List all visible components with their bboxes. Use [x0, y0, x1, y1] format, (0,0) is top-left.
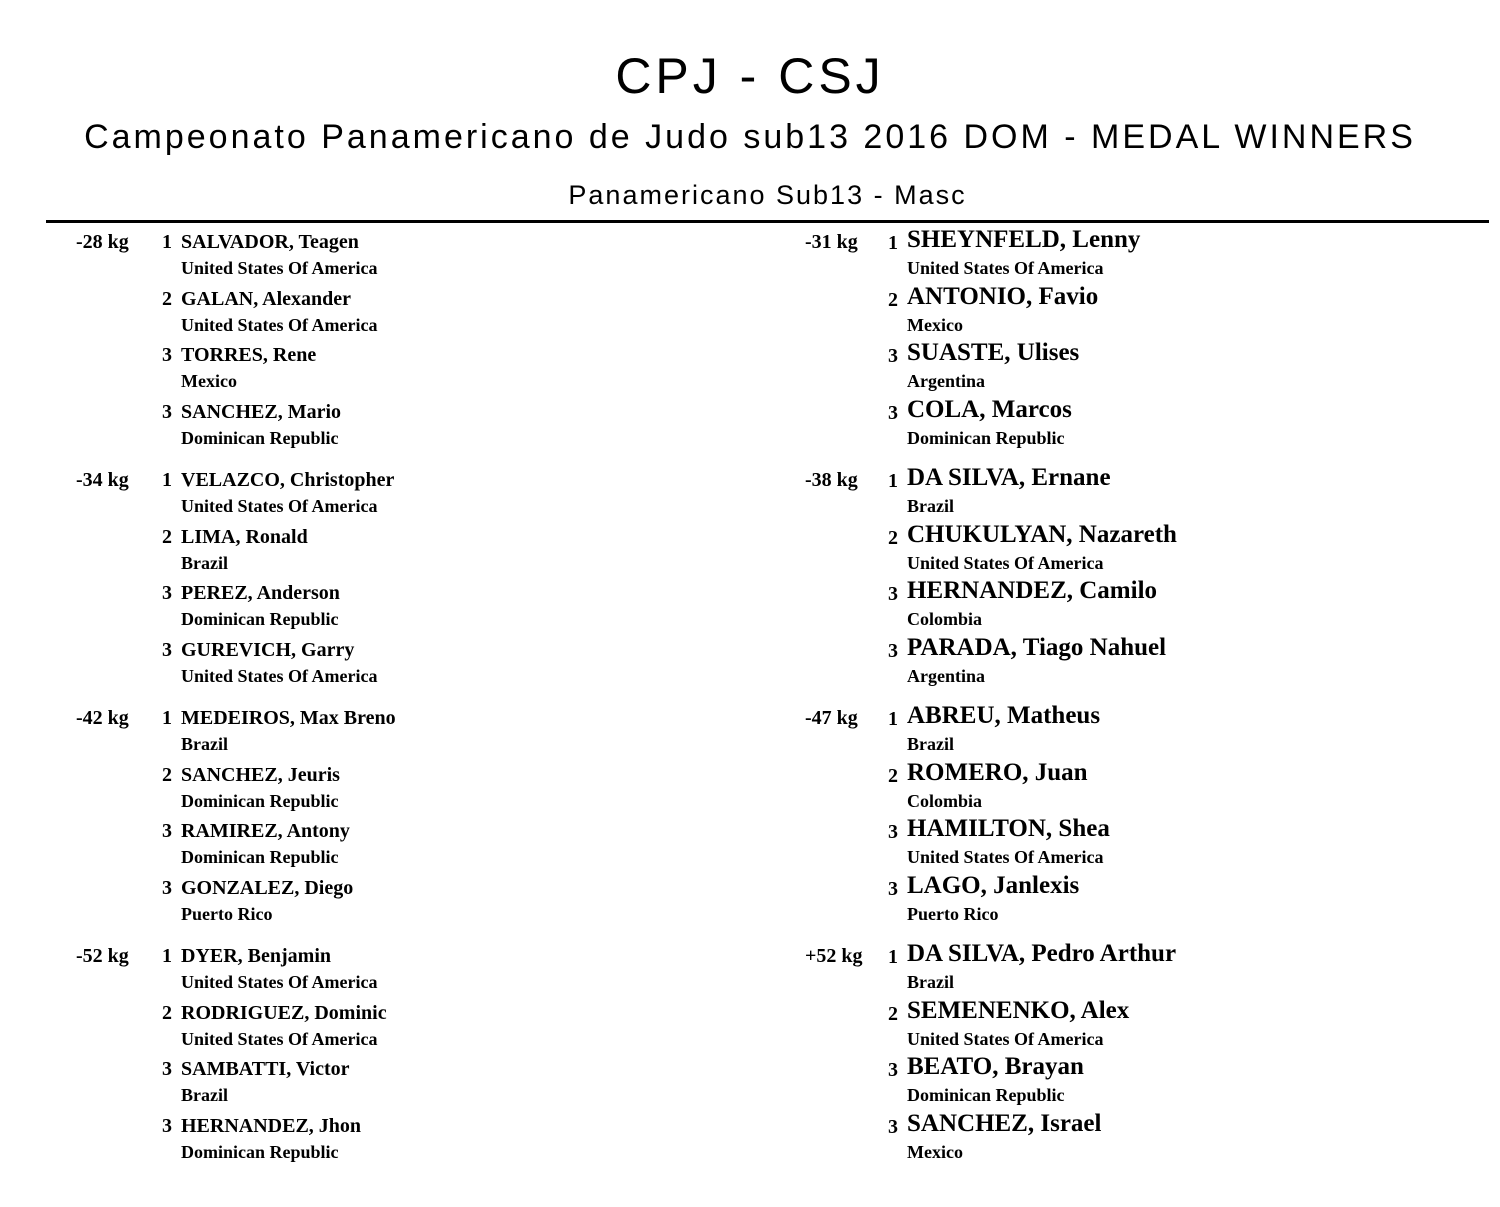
athlete-country: Brazil — [181, 1085, 228, 1105]
athlete-name: HERNANDEZ, Camilo — [907, 577, 1158, 604]
weight-category — [760, 228, 1500, 466]
athlete-name: DYER, Benjamin — [181, 945, 332, 967]
athlete-country: United States Of America — [181, 315, 378, 335]
athlete-name: PARADA, Tiago Nahuel — [907, 634, 1167, 661]
athlete-country: Dominican Republic — [181, 1142, 339, 1162]
athlete-country: Puerto Rico — [907, 904, 999, 924]
place-number: 3 — [162, 639, 172, 661]
athlete-country: Dominican Republic — [907, 428, 1065, 448]
place-number: 2 — [888, 1003, 898, 1025]
athlete-country: Brazil — [181, 734, 228, 754]
athlete-country: Brazil — [181, 553, 228, 573]
weight-category-label: -52 kg — [76, 945, 129, 967]
athlete-country: United States Of America — [181, 972, 378, 992]
athlete-country: Dominican Republic — [907, 1085, 1065, 1105]
athlete-name: SANCHEZ, Israel — [907, 1110, 1102, 1137]
athlete-name: TORRES, Rene — [181, 344, 317, 366]
athlete-country: United States Of America — [907, 1029, 1104, 1049]
athlete-country: United States Of America — [181, 496, 378, 516]
athlete-country: Dominican Republic — [181, 609, 339, 629]
athlete-name: ANTONIO, Favio — [907, 283, 1099, 310]
athlete-country: United States Of America — [907, 553, 1104, 573]
place-number: 1 — [162, 945, 172, 967]
athlete-name: SUASTE, Ulises — [907, 339, 1080, 366]
athlete-country: Brazil — [907, 496, 954, 516]
place-number: 2 — [888, 289, 898, 311]
place-number: 3 — [162, 582, 172, 604]
weight-category-label: -28 kg — [76, 231, 129, 253]
place-number: 3 — [888, 345, 898, 367]
place-number: 3 — [888, 878, 898, 900]
athlete-country: Dominican Republic — [181, 791, 339, 811]
athlete-name: RODRIGUEZ, Dominic — [181, 1002, 387, 1024]
place-number: 3 — [162, 1058, 172, 1080]
header-divider — [46, 220, 1489, 223]
weight-category-label: -47 kg — [805, 707, 858, 729]
weight-category-label: -42 kg — [76, 707, 129, 729]
place-number: 1 — [162, 231, 172, 253]
place-number: 2 — [162, 526, 172, 548]
athlete-country: Dominican Republic — [181, 428, 339, 448]
weight-category-label: -31 kg — [805, 231, 858, 253]
weight-category — [760, 942, 1500, 1180]
weight-category — [0, 704, 760, 942]
left-results-column — [0, 228, 760, 1180]
athlete-country: United States Of America — [181, 666, 378, 686]
athlete-country: United States Of America — [181, 258, 378, 278]
athlete-country: Colombia — [907, 609, 983, 629]
athlete-name: DA SILVA, Pedro Arthur — [907, 940, 1177, 967]
athlete-country: United States Of America — [907, 847, 1104, 867]
athlete-name: ABREU, Matheus — [907, 702, 1101, 729]
place-number: 1 — [888, 232, 898, 254]
place-number: 2 — [888, 765, 898, 787]
athlete-name: LAGO, Janlexis — [907, 872, 1080, 899]
athlete-name: MEDEIROS, Max Breno — [181, 707, 396, 729]
place-number: 3 — [888, 1116, 898, 1138]
athlete-name: RAMIREZ, Antony — [181, 820, 350, 842]
place-number: 3 — [162, 1115, 172, 1137]
weight-category — [0, 228, 760, 466]
athlete-name: SHEYNFELD, Lenny — [907, 226, 1141, 253]
athlete-name: SANCHEZ, Mario — [181, 401, 341, 423]
athlete-name: SAMBATTI, Victor — [181, 1058, 350, 1080]
weight-category — [760, 466, 1500, 704]
athlete-name: DA SILVA, Ernane — [907, 464, 1111, 491]
weight-category-label: -34 kg — [76, 469, 129, 491]
athlete-name: PEREZ, Anderson — [181, 582, 340, 604]
athlete-country: Mexico — [907, 315, 963, 335]
athlete-name: COLA, Marcos — [907, 396, 1072, 423]
athlete-name: HAMILTON, Shea — [907, 815, 1110, 842]
athlete-name: ROMERO, Juan — [907, 759, 1088, 786]
place-number: 1 — [162, 707, 172, 729]
athlete-name: HERNANDEZ, Jhon — [181, 1115, 362, 1137]
weight-category-label: +52 kg — [805, 945, 863, 967]
athlete-country: Argentina — [907, 666, 985, 686]
place-number: 3 — [162, 401, 172, 423]
athlete-name: SALVADOR, Teagen — [181, 231, 359, 253]
athlete-country: Mexico — [907, 1142, 963, 1162]
place-number: 3 — [162, 877, 172, 899]
athlete-country: Mexico — [181, 371, 237, 391]
athlete-name: CHUKULYAN, Nazareth — [907, 521, 1177, 548]
athlete-name: VELAZCO, Christopher — [181, 469, 395, 491]
place-number: 2 — [888, 527, 898, 549]
document-subtitle: Campeonato Panamericano de Judo sub13 2016 DOM - MEDAL WINNERS — [84, 118, 1416, 156]
athlete-name: BEATO, Brayan — [907, 1053, 1084, 1080]
place-number: 2 — [162, 764, 172, 786]
athlete-country: Brazil — [907, 972, 954, 992]
place-number: 1 — [888, 470, 898, 492]
athlete-country: Brazil — [907, 734, 954, 754]
athlete-name: SANCHEZ, Jeuris — [181, 764, 340, 786]
place-number: 2 — [162, 288, 172, 310]
place-number: 3 — [888, 402, 898, 424]
place-number: 1 — [888, 946, 898, 968]
place-number: 1 — [162, 469, 172, 491]
athlete-name: GALAN, Alexander — [181, 288, 351, 310]
weight-category-label: -38 kg — [805, 469, 858, 491]
place-number: 1 — [888, 708, 898, 730]
place-number: 3 — [888, 1059, 898, 1081]
athlete-country: United States Of America — [907, 258, 1104, 278]
place-number: 3 — [162, 820, 172, 842]
athlete-country: United States Of America — [181, 1029, 378, 1049]
athlete-name: GONZALEZ, Diego — [181, 877, 354, 899]
weight-category — [0, 942, 760, 1180]
place-number: 3 — [888, 640, 898, 662]
place-number: 3 — [888, 821, 898, 843]
section-heading: Panamericano Sub13 - Masc — [568, 180, 967, 210]
athlete-name: SEMENENKO, Alex — [907, 997, 1130, 1024]
place-number: 3 — [162, 344, 172, 366]
athlete-country: Argentina — [907, 371, 985, 391]
weight-category — [760, 704, 1500, 942]
athlete-name: LIMA, Ronald — [181, 526, 308, 548]
weight-category — [0, 466, 760, 704]
place-number: 2 — [162, 1002, 172, 1024]
place-number: 3 — [888, 583, 898, 605]
right-results-column — [760, 228, 1500, 1180]
athlete-country: Dominican Republic — [181, 847, 339, 867]
athlete-country: Colombia — [907, 791, 983, 811]
athlete-name: GUREVICH, Garry — [181, 639, 355, 661]
athlete-country: Puerto Rico — [181, 904, 273, 924]
document-title: CPJ - CSJ — [615, 48, 885, 104]
